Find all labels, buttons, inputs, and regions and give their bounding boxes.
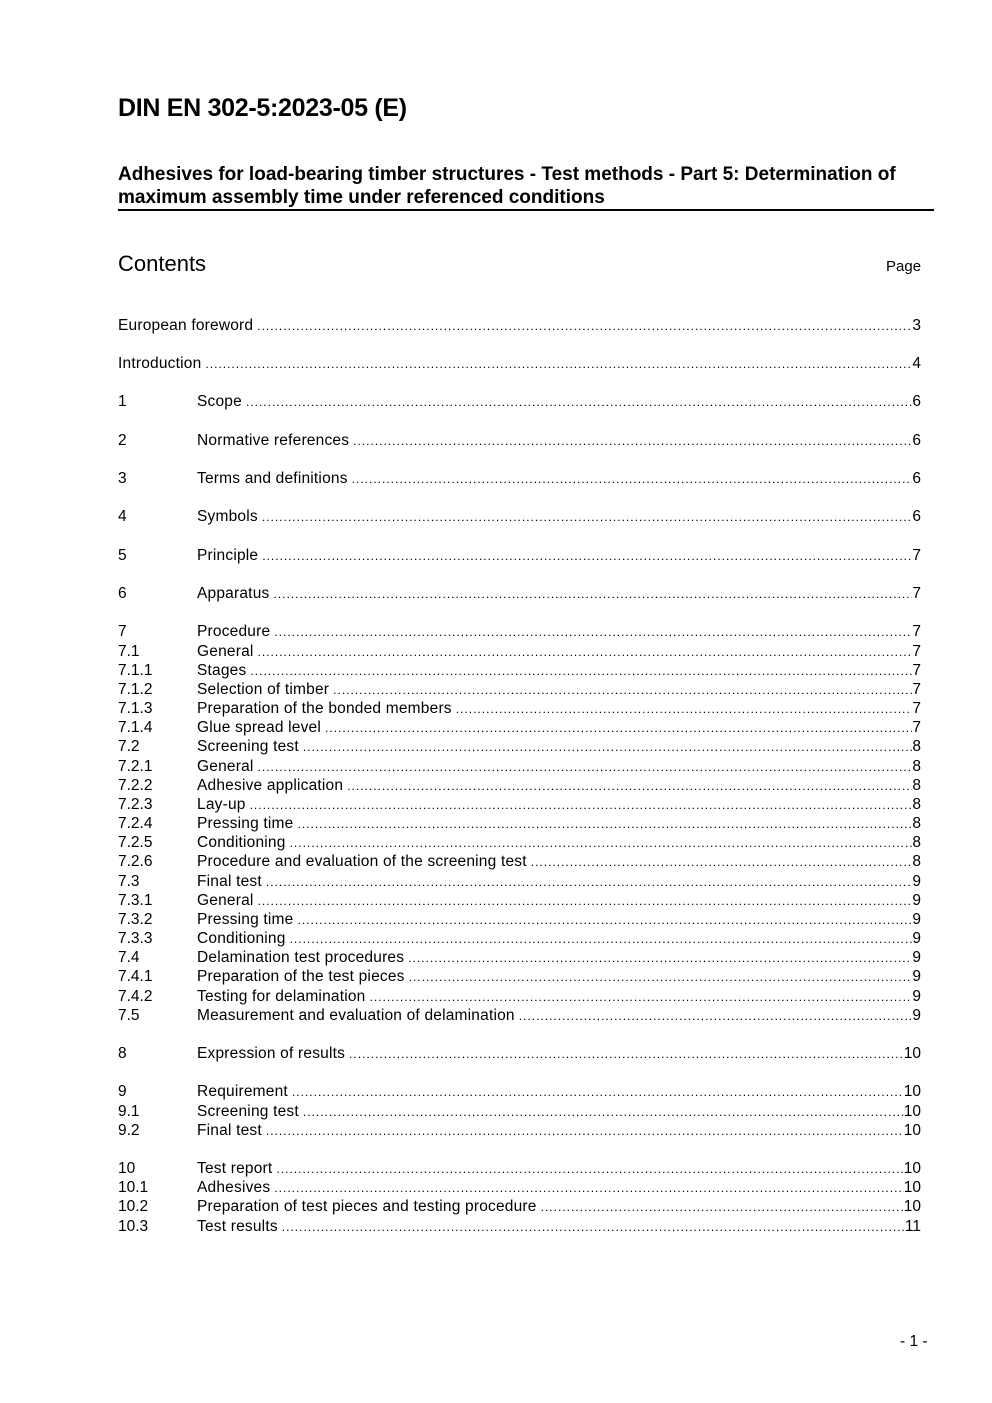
toc-entry[interactable] bbox=[118, 584, 921, 603]
toc-entry[interactable] bbox=[118, 852, 921, 871]
toc-entry[interactable] bbox=[118, 757, 921, 776]
toc-section-title: Preparation of the test pieces bbox=[197, 968, 405, 985]
toc-page-number: 6 bbox=[912, 508, 921, 525]
toc-section-number: 7.1.3 bbox=[118, 700, 153, 717]
toc-section-number: 10.2 bbox=[118, 1198, 149, 1215]
toc-section-title: Expression of results bbox=[197, 1045, 346, 1062]
toc-entry[interactable] bbox=[118, 622, 921, 641]
toc-entry[interactable] bbox=[118, 910, 921, 929]
toc-dot-leader bbox=[353, 432, 912, 451]
toc-dot-leader bbox=[273, 585, 912, 604]
toc-page-number: 9 bbox=[912, 911, 921, 928]
toc-page-number: 7 bbox=[912, 547, 921, 564]
toc-entry[interactable] bbox=[118, 316, 921, 335]
toc-dot-leader bbox=[290, 834, 913, 853]
toc-section-title: Normative references bbox=[197, 432, 350, 449]
toc-section-title: Testing for delamination bbox=[197, 988, 366, 1005]
toc-dot-leader bbox=[258, 758, 913, 777]
toc-page-number: 8 bbox=[912, 738, 921, 755]
toc-dot-leader bbox=[303, 738, 912, 757]
toc-dot-leader bbox=[298, 815, 913, 834]
toc-entry[interactable] bbox=[118, 872, 921, 891]
toc-page-number: 9 bbox=[912, 988, 921, 1005]
page-number: - 1 - bbox=[900, 1333, 928, 1350]
toc-dot-leader bbox=[303, 1103, 904, 1122]
toc-section-number: 7.2.4 bbox=[118, 815, 153, 832]
toc-section-title: General bbox=[197, 892, 254, 909]
toc-page-number: 10 bbox=[903, 1103, 921, 1120]
toc-entry[interactable] bbox=[118, 680, 921, 699]
toc-section-title: Terms and definitions bbox=[197, 470, 348, 487]
toc-section-title: General bbox=[197, 758, 254, 775]
toc-section-title: Principle bbox=[197, 547, 259, 564]
toc-dot-leader bbox=[205, 355, 912, 374]
toc-section-title: Screening test bbox=[197, 738, 299, 755]
toc-section-title: Scope bbox=[197, 393, 242, 410]
toc-dot-leader bbox=[290, 930, 913, 949]
toc-entry[interactable] bbox=[118, 737, 921, 756]
toc-page-number: 8 bbox=[912, 777, 921, 794]
toc-page-number: 10 bbox=[903, 1045, 921, 1062]
toc-page-number: 9 bbox=[912, 968, 921, 985]
document-title: Adhesives for load-bearing timber structures - Test methods - Part 5: Determination of maximum assembly time under referenced conditions bbox=[118, 164, 896, 208]
toc-section-number: 7.1.1 bbox=[118, 662, 153, 679]
toc-dot-leader bbox=[347, 777, 912, 796]
toc-section-number: 7.2.6 bbox=[118, 853, 153, 870]
toc-entry[interactable] bbox=[118, 891, 921, 910]
toc-dot-leader bbox=[352, 470, 913, 489]
toc-dot-leader bbox=[257, 317, 912, 336]
toc-page-number: 9 bbox=[912, 1007, 921, 1024]
toc-section-number: 7.1 bbox=[118, 643, 140, 660]
toc-dot-leader bbox=[274, 623, 912, 642]
toc-section-title: Pressing time bbox=[197, 911, 294, 928]
toc-entry[interactable] bbox=[118, 776, 921, 795]
toc-dot-leader bbox=[409, 968, 913, 987]
toc-dot-leader bbox=[325, 719, 912, 738]
toc-page-number: 7 bbox=[912, 719, 921, 736]
toc-section-number: 4 bbox=[118, 508, 127, 525]
toc-page-number: 9 bbox=[912, 873, 921, 890]
toc-section-title: Introduction bbox=[118, 355, 202, 372]
toc-dot-leader bbox=[266, 873, 912, 892]
toc-section-title: Procedure and evaluation of the screening test bbox=[197, 853, 527, 870]
toc-page-number: 9 bbox=[912, 949, 921, 966]
toc-dot-leader bbox=[276, 1160, 903, 1179]
toc-dot-leader bbox=[519, 1007, 913, 1026]
toc-section-number: 7.2.1 bbox=[118, 758, 153, 775]
toc-entry[interactable] bbox=[118, 1178, 921, 1197]
toc-section-number: 9 bbox=[118, 1083, 127, 1100]
toc-section-title: Final test bbox=[197, 1122, 262, 1139]
toc-entry[interactable] bbox=[118, 929, 921, 948]
toc-page-number: 3 bbox=[912, 317, 921, 334]
toc-section-title: Test report bbox=[197, 1160, 273, 1177]
toc-page-number: 8 bbox=[912, 796, 921, 813]
toc-page-number: 10 bbox=[903, 1122, 921, 1139]
toc-dot-leader bbox=[541, 1198, 904, 1217]
toc-page-number: 9 bbox=[912, 892, 921, 909]
toc-page-number: 7 bbox=[912, 643, 921, 660]
toc-entry[interactable] bbox=[118, 392, 921, 411]
contents-heading: Contents bbox=[118, 251, 207, 276]
toc-section-number: 10 bbox=[118, 1160, 136, 1177]
toc-page-number: 6 bbox=[912, 470, 921, 487]
toc-page-number: 8 bbox=[912, 758, 921, 775]
toc-dot-leader bbox=[292, 1083, 904, 1102]
toc-section-number: 7.2.5 bbox=[118, 834, 153, 851]
toc-section-title: General bbox=[197, 643, 254, 660]
toc-section-number: 10.1 bbox=[118, 1179, 149, 1196]
toc-entry[interactable] bbox=[118, 967, 921, 986]
toc-section-title: Final test bbox=[197, 873, 262, 890]
toc-page-number: 4 bbox=[912, 355, 921, 372]
toc-section-title: European foreword bbox=[118, 317, 254, 334]
toc-section-title: Lay-up bbox=[197, 796, 246, 813]
toc-entry[interactable] bbox=[118, 814, 921, 833]
toc-section-title: Selection of timber bbox=[197, 681, 330, 698]
toc-entry[interactable] bbox=[118, 987, 921, 1006]
toc-section-number: 7 bbox=[118, 623, 127, 640]
toc-page-number: 7 bbox=[912, 662, 921, 679]
toc-section-title: Procedure bbox=[197, 623, 271, 640]
document-id: DIN EN 302-5:2023-05 (E) bbox=[118, 94, 407, 122]
toc-dot-leader bbox=[246, 393, 912, 412]
toc-section-number: 9.2 bbox=[118, 1122, 140, 1139]
toc-section-number: 8 bbox=[118, 1045, 127, 1062]
toc-section-number: 3 bbox=[118, 470, 127, 487]
toc-entry[interactable] bbox=[118, 1082, 921, 1101]
toc-section-number: 5 bbox=[118, 547, 127, 564]
toc-dot-leader bbox=[262, 508, 913, 527]
toc-section-title: Glue spread level bbox=[197, 719, 322, 736]
toc-page-number: 10 bbox=[903, 1198, 921, 1215]
toc-section-number: 2 bbox=[118, 432, 127, 449]
toc-section-title: Delamination test procedures bbox=[197, 949, 405, 966]
toc-entry[interactable] bbox=[118, 354, 921, 373]
toc-dot-leader bbox=[250, 662, 912, 681]
toc-section-number: 7.5 bbox=[118, 1007, 140, 1024]
toc-page-number: 8 bbox=[912, 834, 921, 851]
toc-dot-leader bbox=[274, 1179, 903, 1198]
toc-section-title: Pressing time bbox=[197, 815, 294, 832]
toc-section-number: 7.2 bbox=[118, 738, 140, 755]
toc-section-number: 7.1.4 bbox=[118, 719, 153, 736]
toc-section-number: 10.3 bbox=[118, 1218, 149, 1235]
toc-entry[interactable] bbox=[118, 661, 921, 680]
toc-entry[interactable] bbox=[118, 507, 921, 526]
toc-page-number: 10 bbox=[903, 1160, 921, 1177]
toc-dot-leader bbox=[456, 700, 913, 719]
toc-section-number: 7.3.2 bbox=[118, 911, 153, 928]
toc-page-number: 7 bbox=[912, 681, 921, 698]
toc-entry[interactable] bbox=[118, 1217, 921, 1236]
toc-entry[interactable] bbox=[118, 546, 921, 565]
toc-dot-leader bbox=[258, 892, 913, 911]
toc-section-title: Symbols bbox=[197, 508, 258, 525]
toc-entry[interactable] bbox=[118, 431, 921, 450]
toc-section-title: Measurement and evaluation of delamination bbox=[197, 1007, 515, 1024]
toc-section-title: Apparatus bbox=[197, 585, 270, 602]
toc-section-number: 7.3.1 bbox=[118, 892, 153, 909]
toc-entry[interactable] bbox=[118, 795, 921, 814]
toc-section-number: 1 bbox=[118, 393, 127, 410]
toc-entry[interactable] bbox=[118, 469, 921, 488]
toc-page-number: 8 bbox=[912, 853, 921, 870]
page-column-label: Page bbox=[886, 258, 922, 275]
toc-dot-leader bbox=[282, 1218, 905, 1237]
toc-dot-leader bbox=[408, 949, 912, 968]
toc-section-title: Screening test bbox=[197, 1103, 299, 1120]
toc-dot-leader bbox=[349, 1045, 904, 1064]
toc-page-number: 7 bbox=[912, 700, 921, 717]
toc-section-number: 7.3.3 bbox=[118, 930, 153, 947]
toc-page-number: 11 bbox=[904, 1218, 921, 1235]
toc-dot-leader bbox=[370, 988, 913, 1007]
toc-section-number: 7.4.1 bbox=[118, 968, 153, 985]
toc-section-title: Adhesives bbox=[197, 1179, 271, 1196]
toc-page-number: 8 bbox=[912, 815, 921, 832]
toc-section-title: Stages bbox=[197, 662, 247, 679]
toc-page-number: 7 bbox=[912, 623, 921, 640]
toc-entry[interactable] bbox=[118, 1197, 921, 1216]
toc-section-number: 7.3 bbox=[118, 873, 140, 890]
toc-entry[interactable] bbox=[118, 1121, 921, 1140]
toc-entry[interactable] bbox=[118, 699, 921, 718]
toc-section-number: 7.4 bbox=[118, 949, 140, 966]
toc-page-number: 10 bbox=[903, 1179, 921, 1196]
toc-entry[interactable] bbox=[118, 642, 921, 661]
toc-entry[interactable] bbox=[118, 948, 921, 967]
toc-dot-leader bbox=[333, 681, 912, 700]
toc-section-title: Preparation of test pieces and testing procedure bbox=[197, 1198, 537, 1215]
toc-section-number: 9.1 bbox=[118, 1103, 140, 1120]
toc-dot-leader bbox=[262, 547, 912, 566]
toc-section-number: 6 bbox=[118, 585, 127, 602]
toc-entry[interactable] bbox=[118, 718, 921, 737]
toc-section-number: 7.2.2 bbox=[118, 777, 153, 794]
toc-page-number: 7 bbox=[912, 585, 921, 602]
toc-section-number: 7.4.2 bbox=[118, 988, 153, 1005]
toc-entry[interactable] bbox=[118, 1006, 921, 1025]
toc-entry[interactable] bbox=[118, 1044, 921, 1063]
toc-entry[interactable] bbox=[118, 1159, 921, 1178]
toc-dot-leader bbox=[250, 796, 913, 815]
toc-section-title: Requirement bbox=[197, 1083, 288, 1100]
toc-section-number: 7.1.2 bbox=[118, 681, 153, 698]
toc-entry[interactable] bbox=[118, 833, 921, 852]
toc-section-title: Adhesive application bbox=[197, 777, 344, 794]
toc-dot-leader bbox=[531, 853, 913, 872]
toc-dot-leader bbox=[298, 911, 913, 930]
toc-section-title: Conditioning bbox=[197, 930, 286, 947]
toc-dot-leader bbox=[258, 643, 913, 662]
toc-section-title: Preparation of the bonded members bbox=[197, 700, 452, 717]
toc-page-number: 6 bbox=[912, 393, 921, 410]
toc-page-number: 6 bbox=[912, 432, 921, 449]
toc-entry[interactable] bbox=[118, 1102, 921, 1121]
toc-section-title: Test results bbox=[197, 1218, 278, 1235]
toc-section-number: 7.2.3 bbox=[118, 796, 153, 813]
toc-page-number: 9 bbox=[912, 930, 921, 947]
toc-page-number: 10 bbox=[903, 1083, 921, 1100]
toc-dot-leader bbox=[266, 1122, 904, 1141]
toc-section-title: Conditioning bbox=[197, 834, 286, 851]
